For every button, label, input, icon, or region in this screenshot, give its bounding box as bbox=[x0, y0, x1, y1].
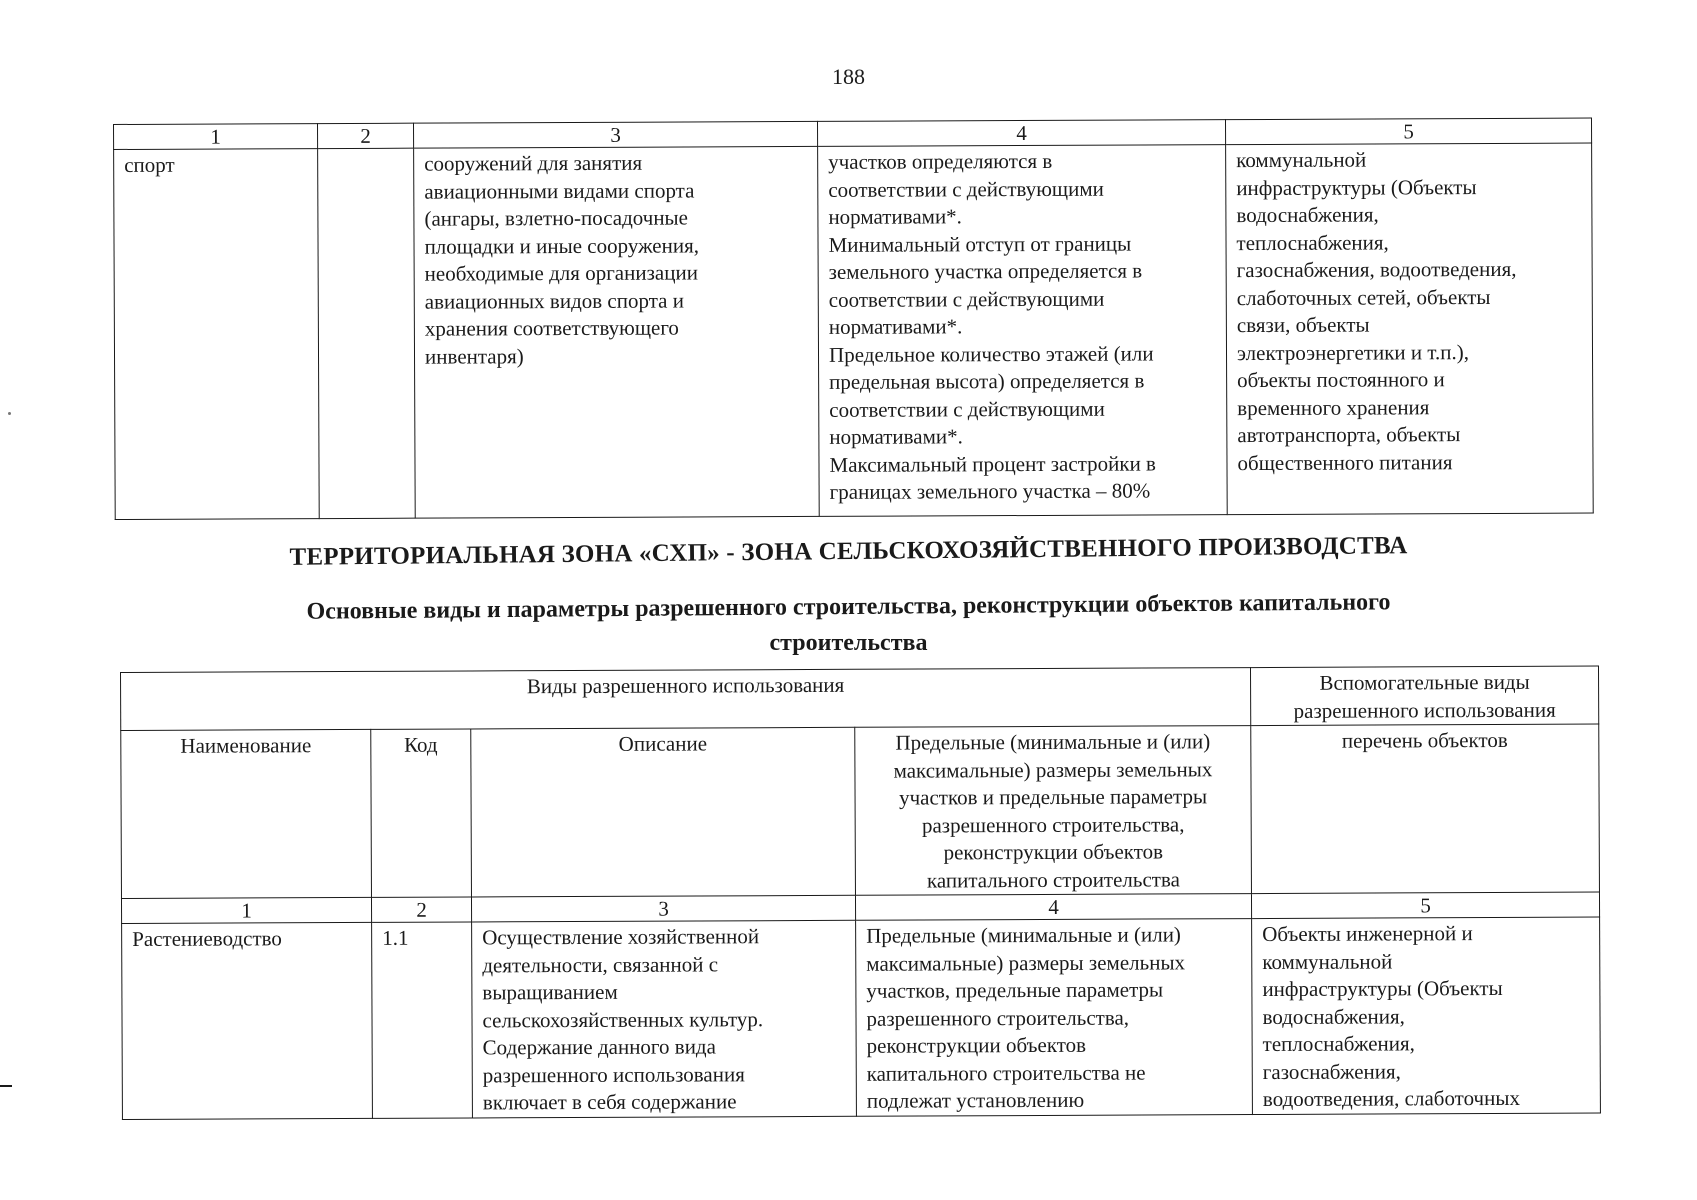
cell-text-line: электроэнергетики и т.п.), bbox=[1236, 339, 1470, 365]
header-description: Описание bbox=[471, 727, 856, 897]
cell-text-line: участков и предельные параметры bbox=[899, 784, 1208, 810]
cell-description bbox=[414, 146, 820, 518]
cell-name: Растениеводство bbox=[122, 922, 373, 1119]
cell-text-line: связи, объекты bbox=[1236, 312, 1370, 338]
cell-text-line: Максимальный процент застройки в bbox=[829, 450, 1157, 477]
cell-text-line: автотранспорта, объекты bbox=[1237, 422, 1461, 448]
cell-text-line: разрешенного строительства, bbox=[866, 1005, 1130, 1031]
cell-text-line: разрешенного использования bbox=[482, 1061, 745, 1087]
section-heading-line1: Основные виды и параметры разрешенного строительства, реконструкции объектов капитального bbox=[306, 589, 1391, 625]
cell-text-line: инфраструктуры (Объекты bbox=[1262, 975, 1503, 1002]
cell-text-line: деятельности, связанной с bbox=[482, 951, 719, 977]
cell-text-line: сооружений для занятия bbox=[424, 150, 643, 176]
cell-text-line: разрешенного строительства, bbox=[921, 811, 1185, 838]
cell-text-line: инфраструктуры (Объекты bbox=[1236, 174, 1477, 200]
cell-text-line: общественного питания bbox=[1237, 449, 1453, 475]
table-row bbox=[122, 917, 1601, 1119]
page-number: 188 bbox=[832, 64, 865, 89]
zone-heading: ТЕРРИТОРИАЛЬНАЯ ЗОНА «СХП» - ЗОНА СЕЛЬСКОХОЗЯЙСТВЕННОГО ПРОИЗВОДСТВА bbox=[289, 532, 1408, 571]
cell-text-line: Осуществление хозяйственной bbox=[482, 924, 760, 950]
cell-text-line: включает в себя содержание bbox=[482, 1089, 737, 1115]
cell-text-line: Предельное количество этажей (или bbox=[828, 340, 1154, 367]
cell-text-line: Минимальный отступ от границы bbox=[828, 231, 1132, 257]
table-row bbox=[114, 143, 1594, 519]
header-parameters bbox=[855, 726, 1252, 896]
cell-text-line: коммунальной bbox=[1262, 948, 1393, 974]
cell-text-line: необходимые для организации bbox=[424, 260, 698, 286]
cell-code bbox=[318, 148, 416, 518]
column-number: 3 bbox=[471, 895, 855, 922]
cell-text-line: границах земельного участка – 80% bbox=[829, 478, 1151, 504]
cell-text-line: максимальные) размеры земельных bbox=[866, 949, 1186, 976]
cell-text-line: капитального строительства bbox=[926, 866, 1180, 892]
cell-text-line: нормативами*. bbox=[828, 314, 963, 339]
section-heading-line2: строительства bbox=[769, 630, 928, 656]
cell-code: 1.1 bbox=[372, 922, 473, 1118]
header-object-list: перечень объектов bbox=[1251, 724, 1600, 894]
cell-text-line: объекты постоянного и bbox=[1237, 367, 1445, 393]
cell-text-line: капитального строительства не bbox=[866, 1060, 1146, 1086]
header-code: Код bbox=[371, 729, 472, 897]
column-number: 1 bbox=[121, 897, 371, 923]
cell-text-line: слаботочных сетей, объекты bbox=[1236, 284, 1491, 310]
cell-text-line: водоснабжения, bbox=[1236, 202, 1379, 228]
cell-text-line: инвентаря) bbox=[424, 343, 524, 369]
cell-text-line: Содержание данного вида bbox=[482, 1034, 716, 1060]
cell-text-line: разрешенного использования bbox=[1293, 697, 1556, 723]
column-number: 5 bbox=[1251, 892, 1599, 919]
cell-text-line: Вспомогательные виды bbox=[1319, 669, 1530, 695]
cell-text-line: водоснабжения, bbox=[1262, 1003, 1405, 1029]
cell-text-line: выращиванием bbox=[482, 979, 618, 1005]
scan-speck bbox=[8, 412, 11, 415]
cell-text-line: земельного участка определяется в bbox=[828, 258, 1143, 284]
cell-parameters bbox=[856, 919, 1253, 1117]
continuation-table bbox=[113, 118, 1594, 520]
column-number: 4 bbox=[855, 894, 1251, 921]
cell-text-line: предельная высота) определяется в bbox=[829, 368, 1145, 394]
cell-text-line: подлежат установлению bbox=[866, 1087, 1085, 1113]
cell-text-line: Объекты инженерной и bbox=[1262, 921, 1473, 947]
cell-text-line: водоотведения, слаботочных bbox=[1262, 1085, 1520, 1112]
column-number: 2 bbox=[318, 123, 414, 148]
cell-text-line: авиационными видами спорта bbox=[424, 177, 695, 204]
cell-text-line: реконструкции объектов bbox=[866, 1032, 1087, 1058]
column-number: 2 bbox=[371, 897, 471, 922]
cell-text-line: соответствии с действующими bbox=[828, 286, 1105, 312]
column-number: 1 bbox=[114, 124, 318, 150]
header-name: Наименование bbox=[121, 729, 372, 898]
cell-text-line: нормативами*. bbox=[828, 204, 962, 229]
cell-name: спорт bbox=[114, 149, 320, 520]
header-group-row bbox=[121, 666, 1599, 730]
cell-text-line: (ангары, взлетно-посадочные bbox=[424, 205, 689, 231]
cell-text-line: нормативами*. bbox=[829, 424, 963, 449]
cell-text-line: теплоснабжения, bbox=[1262, 1031, 1415, 1057]
cell-text-line: максимальные) размеры земельных bbox=[893, 756, 1213, 783]
cell-text-line: коммунальной bbox=[1236, 147, 1367, 173]
column-number: 5 bbox=[1225, 118, 1591, 145]
cell-text-line: участков, предельные параметры bbox=[866, 977, 1164, 1003]
cell-text-line: реконструкции объектов bbox=[943, 839, 1164, 865]
cell-text-line: соответствии с действующими bbox=[829, 396, 1105, 422]
cell-text-line: временного хранения bbox=[1237, 394, 1430, 420]
cell-text-line: теплоснабжения, bbox=[1236, 229, 1389, 255]
cell-text-line: авиационных видов спорта и bbox=[424, 288, 684, 314]
column-number: 4 bbox=[817, 120, 1225, 147]
cell-text-line: участков определяются в bbox=[828, 148, 1053, 174]
header-permitted-uses: Виды разрешенного использования bbox=[121, 668, 1251, 731]
cell-text-line: площадки и иные сооружения, bbox=[424, 232, 700, 259]
header-row bbox=[121, 724, 1600, 898]
cell-text-line: Предельные (минимальные и (или) bbox=[895, 729, 1211, 755]
header-auxiliary-uses bbox=[1251, 666, 1599, 726]
cell-parameters bbox=[818, 145, 1228, 517]
cell-text-line: хранения соответствующего bbox=[424, 315, 679, 341]
zone-regulations-table bbox=[120, 666, 1601, 1120]
cell-text-line: соответствии с действующими bbox=[828, 176, 1104, 202]
column-number: 3 bbox=[413, 121, 817, 148]
cell-auxiliary bbox=[1252, 917, 1601, 1115]
cell-text-line: газоснабжения, водоотведения, bbox=[1236, 256, 1517, 283]
cell-description bbox=[472, 920, 857, 1118]
cell-auxiliary bbox=[1226, 143, 1594, 515]
cell-text-line: газоснабжения, bbox=[1262, 1058, 1401, 1084]
cell-text-line: сельскохозяйственных культур. bbox=[482, 1006, 764, 1032]
cell-text-line: Предельные (минимальные и (или) bbox=[866, 922, 1181, 948]
margin-mark bbox=[0, 1085, 12, 1087]
